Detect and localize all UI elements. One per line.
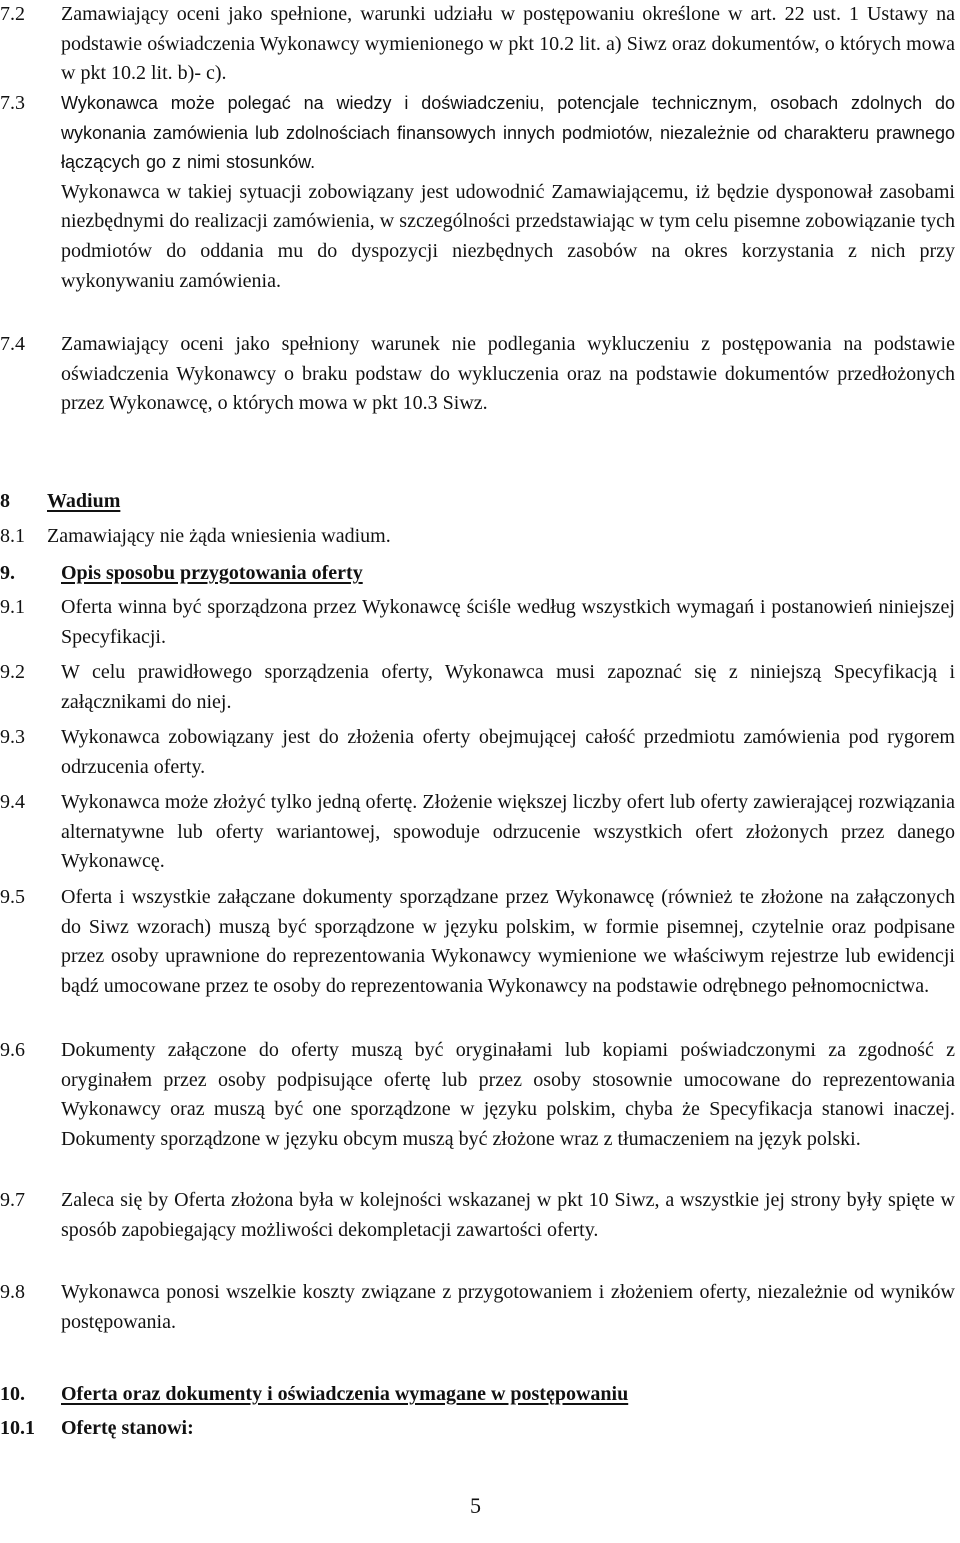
paragraph-7-4: [0, 330, 955, 419]
paragraph-text: Zamawiający oceni jako spełniony warunek nie podlegania wykluczeniu z postępowania na podstawie oświadczenia Wykonawcy o braku podstaw do wykluczenia oraz na podstawie dokumentów przedłożonych przez Wykonawcę, o których mowa w pkt 10.3 Siwz.: [61, 333, 955, 415]
paragraph-9-2: [0, 658, 955, 717]
paragraph-text: Dokumenty załączone do oferty muszą być oryginałami lub kopiami poświadczonymi za zgodność z oryginałem przez osoby podpisujące ofertę lub przez osoby stosownie umocowane do reprezentowania Wykonawcy oraz muszą być one sporządzone w języku polskim, chyba że Specyfikacja stanowi inaczej. Dokumenty sporządzone w języku obcym muszą być złożone wraz z tłumaczeniem na język polski.: [61, 1039, 955, 1150]
paragraph-number: 7.4: [0, 333, 25, 355]
paragraph-number: 7.3: [0, 92, 25, 114]
paragraph-number: 9.3: [0, 726, 25, 748]
subsection-heading-10-1: [0, 1414, 194, 1444]
paragraph-number: 9.4: [0, 791, 25, 813]
paragraph-9-7: [0, 1186, 955, 1245]
paragraph-number: 7.2: [0, 3, 25, 25]
paragraph-9-1: [0, 593, 955, 652]
paragraph-continuation: Wykonawca w takiej sytuacji zobowiązany jest udowodnić Zamawiającemu, iż będzie dysponował zasobami niezbędnymi do realizacji zamówienia, w szczególności przedstawiając w tym celu pisemne zobowiązanie tych podmiotów do oddania mu do dyspozycji niezbędnych zasobów na okres korzystania z nich przy wykonywaniu zamówienia.: [61, 180, 955, 292]
paragraph-7-3: [0, 89, 955, 296]
paragraph-text: Zaleca się by Oferta złożona była w kolejności wskazanej w pkt 10 Siwz, a wszystkie jej strony były spięte w sposób zapobiegający możliwości dekompletacji zawartości oferty.: [61, 1189, 955, 1241]
section-heading-opis: [0, 559, 363, 589]
section-title: Oferta oraz dokumenty i oświadczenia wymagane w postępowaniu: [61, 1383, 629, 1405]
paragraph-9-6: [0, 1036, 955, 1154]
subsection-title: Ofertę stanowi:: [61, 1417, 194, 1439]
paragraph-number: 8.1: [0, 525, 25, 547]
paragraph-7-2: [0, 0, 955, 89]
paragraph-number: 9.7: [0, 1189, 25, 1211]
paragraph-text: Oferta winna być sporządzona przez Wykonawcę ściśle według wszystkich wymagań i postanowień niniejszej Specyfikacji.: [61, 596, 955, 648]
paragraph-text: Zamawiający nie żąda wniesienia wadium.: [47, 525, 391, 547]
paragraph-text: Wykonawca może polegać na wiedzy i doświadczeniu, potencjale technicznym, osobach zdolnych do wykonania zamówienia lub zdolnościach finansowych innych podmiotów, niezależnie od charakteru prawnego łączących go z nimi stosunków.: [61, 93, 955, 173]
paragraph-9-3: [0, 723, 955, 782]
section-heading-oferta: [0, 1380, 629, 1410]
paragraph-text: Oferta i wszystkie załączane dokumenty sporządzane przez Wykonawcę (również te złożone na załączonych do Siwz wzorach) muszą być sporządzone w języku polskim, w formie pisemnej, czytelnie oraz podpisane przez osoby uprawnione do reprezentowania Wykonawcy wymienione we właściwym rejestrze lub ewidencji bądź umocowane przez te osoby do reprezentowania Wykonawcy na podstawie odrębnego pełnomocnictwa.: [61, 886, 955, 997]
section-number: 9.: [0, 562, 15, 584]
paragraph-9-5: [0, 883, 955, 1001]
paragraph-number: 9.5: [0, 886, 25, 908]
paragraph-number: 9.6: [0, 1039, 25, 1061]
paragraph-text: Zamawiający oceni jako spełnione, warunki udziału w postępowaniu określone w art. 22 ust. 1 Ustawy na podstawie oświadczenia Wykonawcy wymienionego w pkt 10.2 lit. a) Siwz oraz dokumentów, o których mowa w pkt 10.2 lit. b)- c).: [61, 3, 955, 85]
subsection-number: 10.1: [0, 1417, 35, 1439]
page-number: 5: [470, 1493, 481, 1518]
paragraph-number: 9.1: [0, 596, 25, 618]
paragraph-text: Wykonawca ponosi wszelkie koszty związane z przygotowaniem i złożeniem oferty, niezależnie od wyników postępowania.: [61, 1281, 955, 1333]
paragraph-9-8: [0, 1278, 955, 1337]
paragraph-number: 9.2: [0, 661, 25, 683]
section-number: 10.: [0, 1383, 25, 1405]
section-heading-wadium: [0, 487, 121, 517]
paragraph-8-1: [0, 522, 391, 552]
paragraph-number: 9.8: [0, 1281, 25, 1303]
paragraph-text: Wykonawca może złożyć tylko jedną ofertę. Złożenie większej liczby ofert lub oferty zawierającej rozwiązania alternatywne lub oferty wariantowej, spowoduje odrzucenie wszystkich ofert złożonych przez danego Wykonawcę.: [61, 791, 955, 873]
paragraph-9-4: [0, 788, 955, 877]
section-number: 8: [0, 490, 10, 512]
paragraph-text: W celu prawidłowego sporządzenia oferty, Wykonawca musi zapoznać się z niniejszą Specyfikacją i załącznikami do niej.: [61, 661, 955, 713]
section-title: Opis sposobu przygotowania oferty: [61, 562, 363, 584]
paragraph-text: Wykonawca zobowiązany jest do złożenia oferty obejmującej całość przedmiotu zamówienia pod rygorem odrzucenia oferty.: [61, 726, 955, 778]
section-title: Wadium: [47, 490, 121, 512]
